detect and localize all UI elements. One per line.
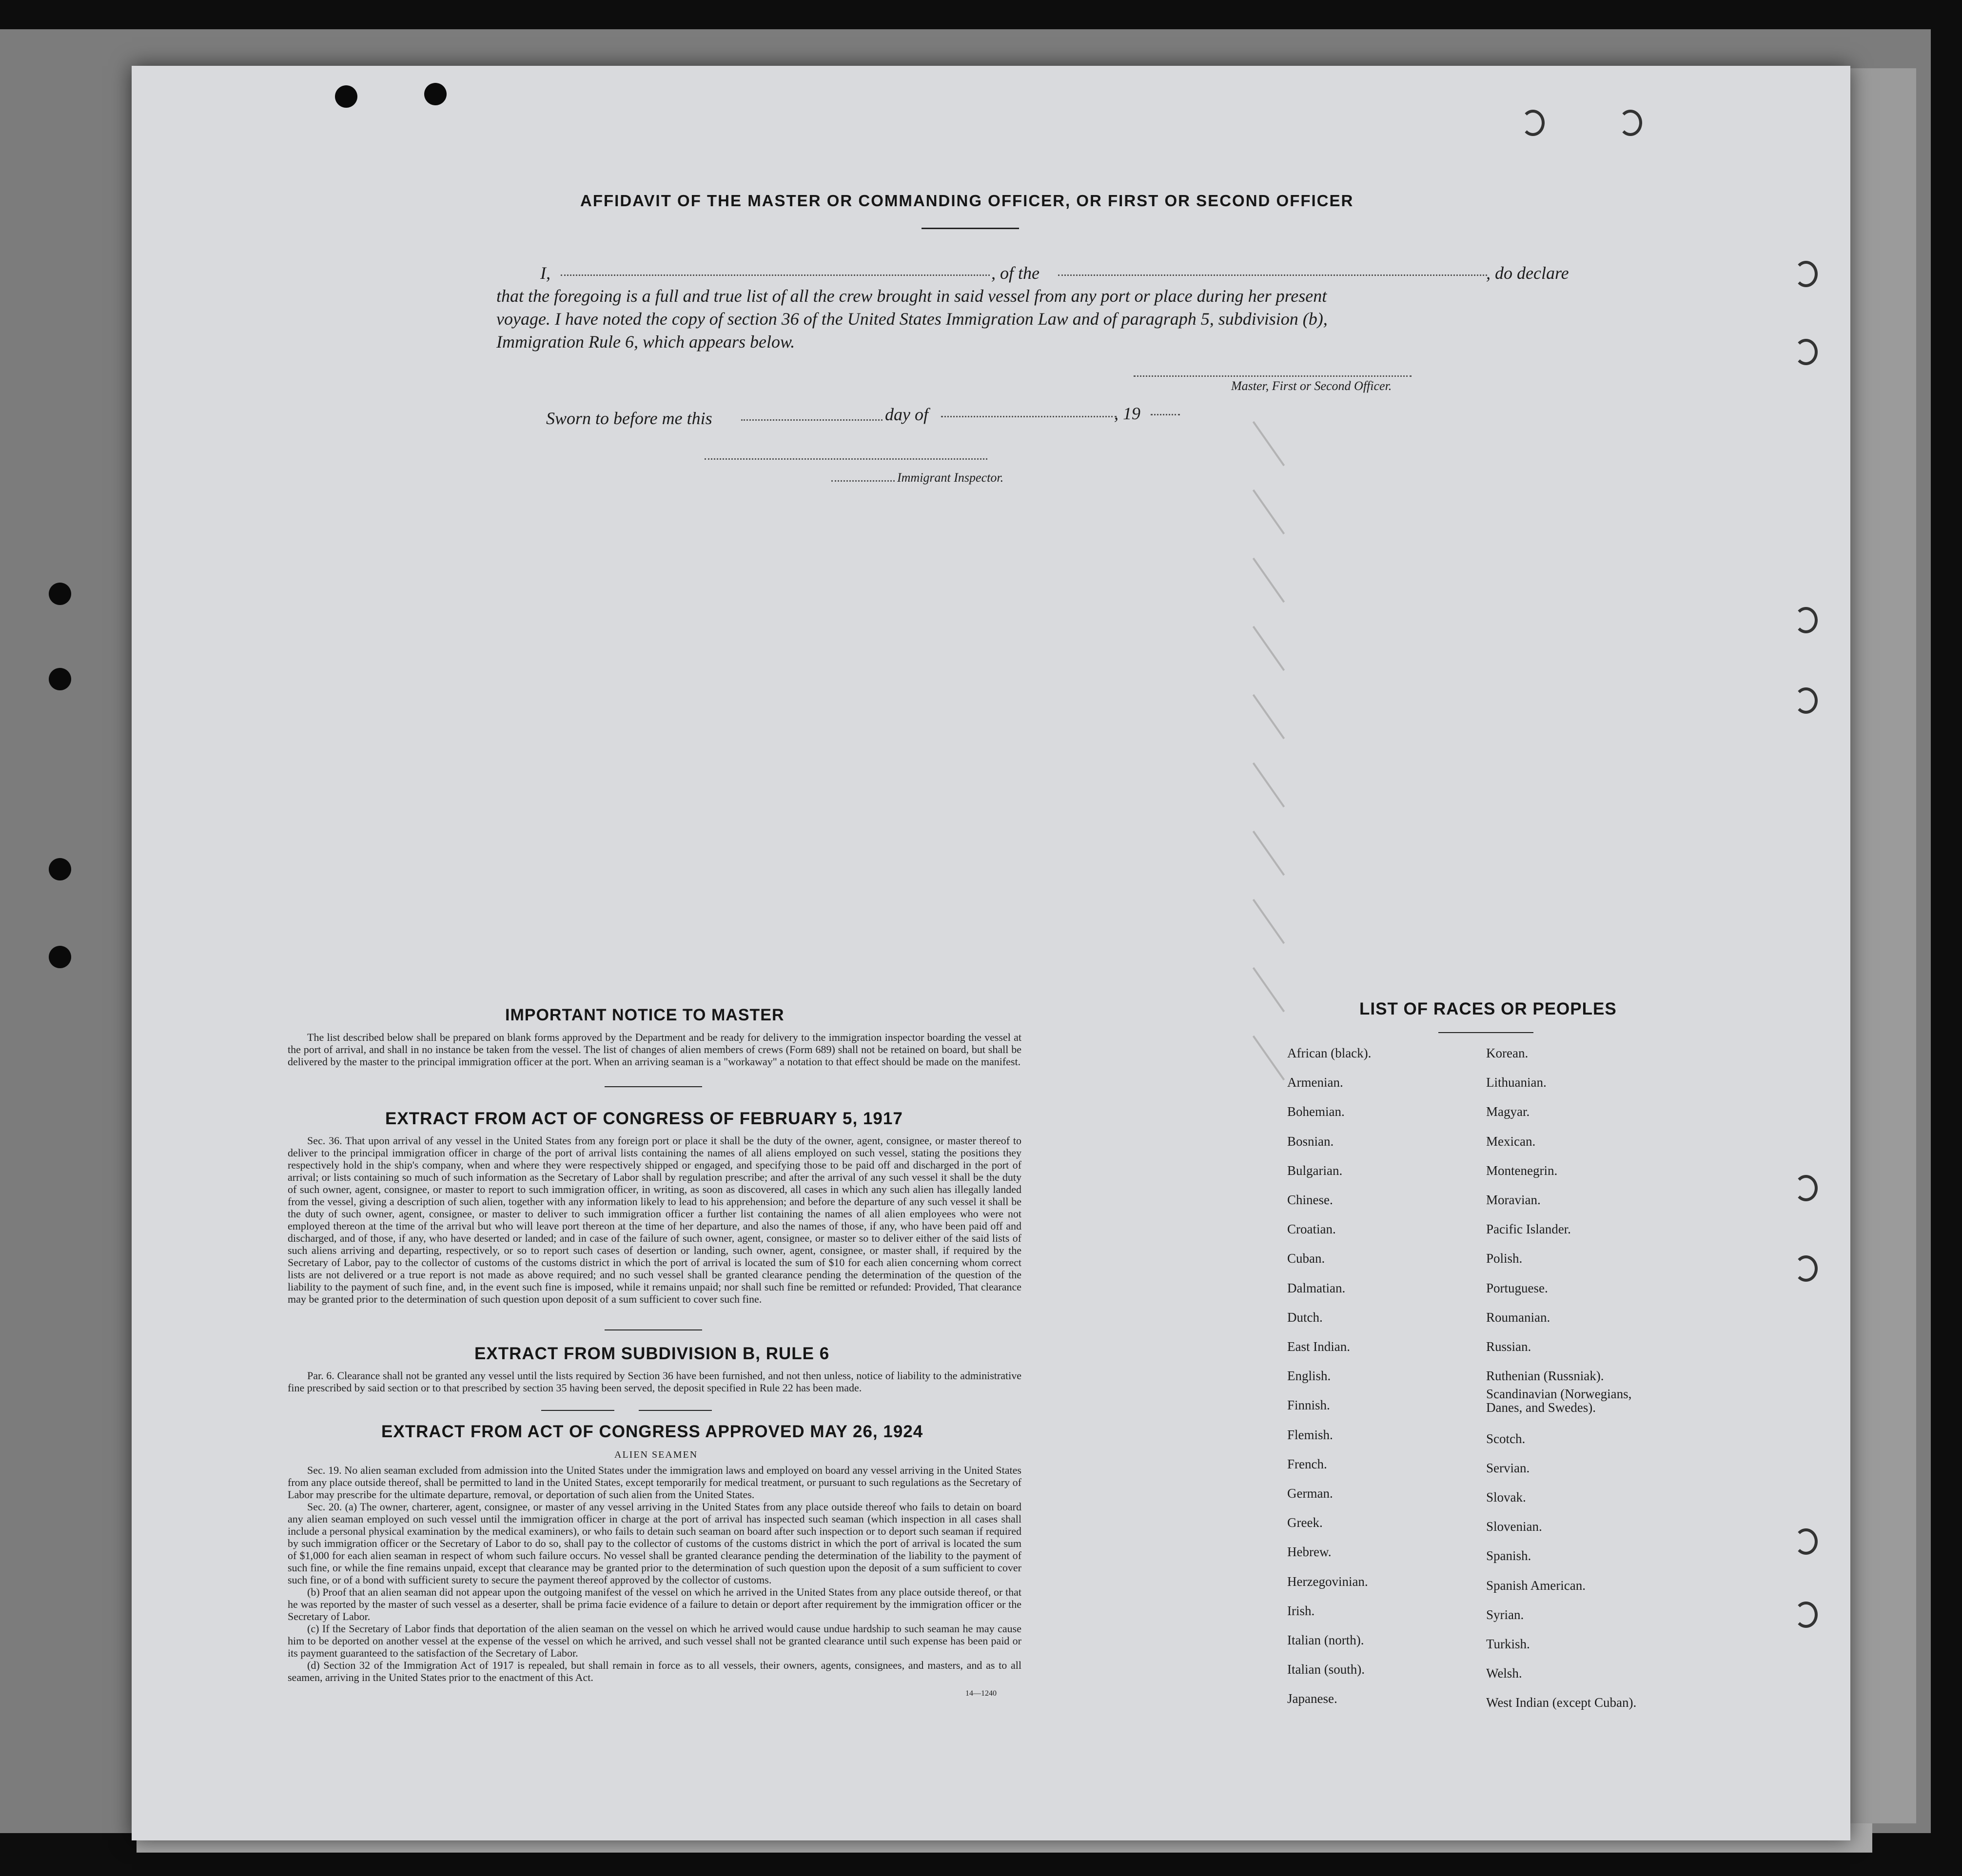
right-race-item: Turkish.: [1486, 1637, 1530, 1651]
right-race-item: Lithuanian.: [1486, 1075, 1547, 1090]
binder-hole: [335, 85, 357, 108]
faint-mark: [1253, 626, 1285, 671]
left-race-item: Dutch.: [1287, 1309, 1323, 1325]
sec-20c-paragraph: (c) If the Secretary of Labor finds that deportation of the alien seaman on the vessel on which he arrived would cause undue hardship to such seaman he may cause him to be deported on another vessel at the expense of the vessel on which he arrived, and such vessel shall not be granted clearance until such expense has been paid or its payment guaranteed to the satisfaction of the Secretary of Labor.: [288, 1622, 1021, 1659]
affidavit-of-the: , of the: [991, 263, 1040, 283]
notice-paragraph: The list described below shall be prepared on blank forms approved by the Department and be ready for delivery to the immigration inspector boarding the vessel at the port of arrival, and shall in no instance be taken from the vessel. The list of changes of alien members of crews (Form 689) shall not be retained on board, but shall be delivered by the master to the principal immigration officer at the port. When an arriving seaman is a "workaway" a notation to that effect should be made on the manifest.: [288, 1031, 1021, 1068]
punch-mark: [1794, 1255, 1818, 1282]
left-race-item: Hebrew.: [1287, 1544, 1332, 1560]
left-race-item: East Indian.: [1287, 1339, 1350, 1354]
right-race-item: Roumanian.: [1486, 1309, 1550, 1325]
document-page: [132, 66, 1850, 1840]
punch-mark: [1794, 607, 1818, 633]
sworn-text: Sworn to before me this: [546, 409, 712, 428]
sworn-year-blank: [1151, 414, 1180, 415]
left-race-item: Cuban.: [1287, 1251, 1325, 1266]
sec-20a-paragraph: Sec. 20. (a) The owner, charterer, agent, consignee, or master of any vessel arriving in the United States from any place outside thereof who fails to detain on board any alien seaman employed on such vessel until the immigration officer in charge at the port of arrival has inspected such seaman (which inspection in all cases shall include a personal physical examination by the medical examiners), or who fails to detain such seaman on board after such inspection or to deport such seaman if required by such immigration officer or the Secretary of Labor to do so, shall pay to the collector of customs of the customs district in which the port of arrival is located the sum of $1,000 for each alien seaman in respect of whom such failure occurs. No vessel shall be granted clearance pending the determination of the liability to the payment of such fine, or while the fine remains unpaid, except that clearance may be granted prior to the determination of such question upon the deposit of a sum sufficient to cover such fine, or of a bond with sufficient surety to secure the payment thereof approved by the collector of customs.: [288, 1501, 1021, 1586]
left-race-item: Croatian.: [1287, 1222, 1336, 1237]
day-of-text: day of: [885, 405, 928, 424]
left-race-item: Bulgarian.: [1287, 1163, 1343, 1178]
left-race-item: Flemish.: [1287, 1427, 1333, 1442]
notice-title: IMPORTANT NOTICE TO MASTER: [505, 1006, 785, 1024]
left-race-item: Chinese.: [1287, 1192, 1333, 1207]
races-title-underline: [1438, 1032, 1533, 1033]
faint-mark: [1253, 421, 1285, 466]
sec-20b-paragraph: (b) Proof that an alien seaman did not appear upon the outgoing manifest of the vessel on which he arrived in the United States from any place outside thereof, or that he was reported by the master of such vessel as a deserter, shall be prima facie evidence of a failure to detain or deport after requirement by the immigration officer or the Secretary of Labor.: [288, 1586, 1021, 1622]
left-race-item: Armenian.: [1287, 1075, 1343, 1090]
right-race-item: Servian.: [1486, 1460, 1530, 1475]
right-race-item: Welsh.: [1486, 1666, 1522, 1681]
divider: [541, 1410, 614, 1411]
right-race-item: Spanish.: [1486, 1548, 1531, 1563]
divider: [639, 1410, 712, 1411]
punch-mark: [1794, 339, 1818, 365]
affidavit-declare: , do declare: [1486, 263, 1569, 283]
year-text: , 19: [1114, 404, 1140, 423]
right-race-item: West Indian (except Cuban).: [1486, 1695, 1637, 1710]
faint-mark: [1253, 831, 1285, 876]
extract-rule6-text: [288, 1369, 1021, 1394]
affidavit-line-3: voyage. I have noted the copy of section 36 of the United States Immigration Law and of paragraph 5, subdivision (b),: [496, 309, 1328, 329]
right-race-item: Polish.: [1486, 1251, 1523, 1266]
sworn-month-blank: [941, 416, 1117, 417]
notice-text: [288, 1031, 1021, 1068]
punch-mark: [1794, 687, 1818, 714]
par-6-paragraph: Par. 6. Clearance shall not be granted any vessel until the lists required by Section 36 have been furnished, and not then unless, notice of liability to the administrative fine prescribed by said section or to that prescribed by section 35 having been served, the deposit specified in Rule 22 has been made.: [288, 1369, 1021, 1394]
affidavit-title: AFFIDAVIT OF THE MASTER OR COMMANDING OFFICER, OR FIRST OR SECOND OFFICER: [580, 192, 1354, 210]
sworn-day-blank: [741, 419, 883, 421]
right-race-item: Russian.: [1486, 1339, 1531, 1354]
faint-mark: [1253, 1036, 1285, 1080]
section-36-paragraph: Sec. 36. That upon arrival of any vessel in the United States from any foreign port or place it shall be the duty of the owner, agent, consignee, or master thereof to deliver to the principal immigration officer in charge of the port of arrival lists containing the names of all aliens employed on such vessel, stating the positions they respectively hold in the ship's company, when and where they were respectively shipped or engaged, and specifying those to be paid off and discharged in the port of arrival; or lists containing so much of such information as the Secretary of Labor shall by regulation prescribe; and after the arrival of any such vessel it shall be the duty of such owner, agent, consignee, or master to report to such immigration officer, in writing, as soon as discovered, all cases in which any such alien has illegally landed from the vessel, giving a description of such alien, together with any information likely to lead to his apprehension; and before the departure of any such vessel it shall be the duty of such owner, agent, consignee, or master to deliver to such immigration officer a further list containing the names of all alien employees who were not employed thereon at the time of the arrival but who will leave port thereon at the time of her departure, and also the names of those, if any, who have been paid off and discharged, and of those, if any, who have deserted or landed; and in case of the failure of such owner, agent, consignee, or master so to deliver either of the said lists of such aliens arriving and departing, respectively, or so to report such cases of desertion or landing, such owner, agent, consignee, or master shall, if required by the Secretary of Labor, pay to the collector of customs of the customs district in which the port of arrival is located the sum of $10 for each alien concerning whom correct lists are not delivered or a true report is not made as above required; and no such vessel shall be granted clearance pending the determination of the question of the liability to the payment of such fine, and, in the event such fine is imposed, while it remains unpaid; nor shall such fine be remitted or refunded: Provided, That clearance may be granted prior to the determination of such question upon deposit of a sum sufficient to cover such fine.: [288, 1134, 1021, 1305]
binder-hole: [49, 858, 71, 880]
punch-mark: [1619, 110, 1642, 136]
left-race-item: Italian (north).: [1287, 1633, 1364, 1647]
vessel-blank: [1058, 274, 1487, 276]
title-underline: [922, 228, 1019, 229]
divider: [605, 1086, 702, 1087]
extract-1917-title: EXTRACT FROM ACT OF CONGRESS OF FEBRUARY 5, 1917: [385, 1109, 903, 1128]
faint-mark: [1253, 899, 1285, 944]
left-race-item: Greek.: [1287, 1515, 1323, 1530]
right-race-item: Scandinavian (Norwegians, Danes, and Swedes).: [1486, 1387, 1632, 1415]
right-race-item: Montenegrin.: [1486, 1163, 1558, 1178]
right-race-item: Korean.: [1486, 1046, 1529, 1060]
faint-mark: [1253, 762, 1285, 807]
extract-1924-title: EXTRACT FROM ACT OF CONGRESS APPROVED MAY 26, 1924: [381, 1422, 923, 1441]
extract-1917-text: [288, 1134, 1021, 1305]
right-race-item: Mexican.: [1486, 1133, 1536, 1149]
left-race-item: Irish.: [1287, 1603, 1315, 1618]
affidavit-i: I,: [540, 263, 550, 283]
punch-mark: [1521, 110, 1545, 136]
punch-mark: [1794, 1175, 1818, 1201]
binder-hole: [49, 583, 71, 605]
form-number: 14—1240: [965, 1689, 997, 1698]
left-race-item: African (black).: [1287, 1046, 1372, 1060]
left-race-item: Bosnian.: [1287, 1133, 1334, 1149]
faint-mark: [1253, 967, 1285, 1012]
sec-19-paragraph: Sec. 19. No alien seaman excluded from admission into the United States under the immigration laws and employed on board any vessel arriving in the United States from any place outside thereof, shall be permitted to land in the United States, except temporarily for medical treatment, or pursuant to such regulations as the Secretary of Labor may prescribe for the ultimate departure, removal, or deportation of such alien from the United States.: [288, 1464, 1021, 1501]
inspector-label: Immigrant Inspector.: [897, 470, 1004, 485]
punch-mark: [1794, 1602, 1818, 1628]
right-race-item: Slovenian.: [1486, 1519, 1542, 1534]
left-race-item: Finnish.: [1287, 1398, 1330, 1413]
races-title: LIST OF RACES OR PEOPLES: [1359, 999, 1617, 1018]
left-race-item: Italian (south).: [1287, 1662, 1365, 1677]
left-race-item: Bohemian.: [1287, 1104, 1345, 1119]
right-race-item: Slovak.: [1486, 1490, 1526, 1505]
left-race-item: French.: [1287, 1456, 1327, 1471]
sec-20d-paragraph: (d) Section 32 of the Immigration Act of 1917 is repealed, but shall remain in force as to all vessels, their owners, agents, consignees, and masters, and as to all seamen, arriving in the United States prior to the enactment of this Act.: [288, 1659, 1021, 1683]
master-signature-label: Master, First or Second Officer.: [1231, 379, 1392, 393]
right-race-item: Syrian.: [1486, 1607, 1524, 1622]
left-race-item: Japanese.: [1287, 1691, 1337, 1706]
underlying-sheet-edge: [1848, 68, 1916, 1823]
right-race-item: Magyar.: [1486, 1104, 1530, 1119]
faint-mark: [1253, 558, 1285, 603]
binder-hole: [49, 946, 71, 968]
right-race-item: Pacific Islander.: [1486, 1222, 1571, 1237]
right-race-item: Ruthenian (Russniak).: [1486, 1368, 1604, 1384]
right-race-item: Portuguese.: [1486, 1280, 1548, 1295]
binder-hole: [49, 668, 71, 690]
right-race-item: Spanish American.: [1486, 1578, 1586, 1593]
right-race-item: Scotch.: [1486, 1431, 1526, 1446]
punch-mark: [1794, 1528, 1818, 1555]
binder-hole: [424, 83, 447, 105]
left-race-item: German.: [1287, 1486, 1333, 1501]
extract-1924-text: [288, 1464, 1021, 1683]
divider: [605, 1329, 702, 1330]
left-race-item: English.: [1287, 1368, 1331, 1384]
alien-seamen-subtitle: ALIEN SEAMEN: [614, 1449, 698, 1460]
affidavit-line-4: Immigration Rule 6, which appears below.: [496, 332, 795, 352]
inspector-signature-line: [705, 458, 987, 460]
left-race-item: Dalmatian.: [1287, 1280, 1346, 1295]
faint-mark: [1253, 694, 1285, 739]
faint-mark: [1253, 489, 1285, 534]
extract-rule6-title: EXTRACT FROM SUBDIVISION B, RULE 6: [474, 1344, 830, 1363]
punch-mark: [1794, 261, 1818, 287]
left-race-item: Herzegovinian.: [1287, 1574, 1368, 1589]
affidavit-line-2: that the foregoing is a full and true list of all the crew brought in said vessel from any port or place during her present: [496, 286, 1327, 306]
inspector-signature-short: [831, 480, 895, 482]
name-blank: [561, 274, 990, 276]
right-race-item: Moravian.: [1486, 1192, 1541, 1207]
